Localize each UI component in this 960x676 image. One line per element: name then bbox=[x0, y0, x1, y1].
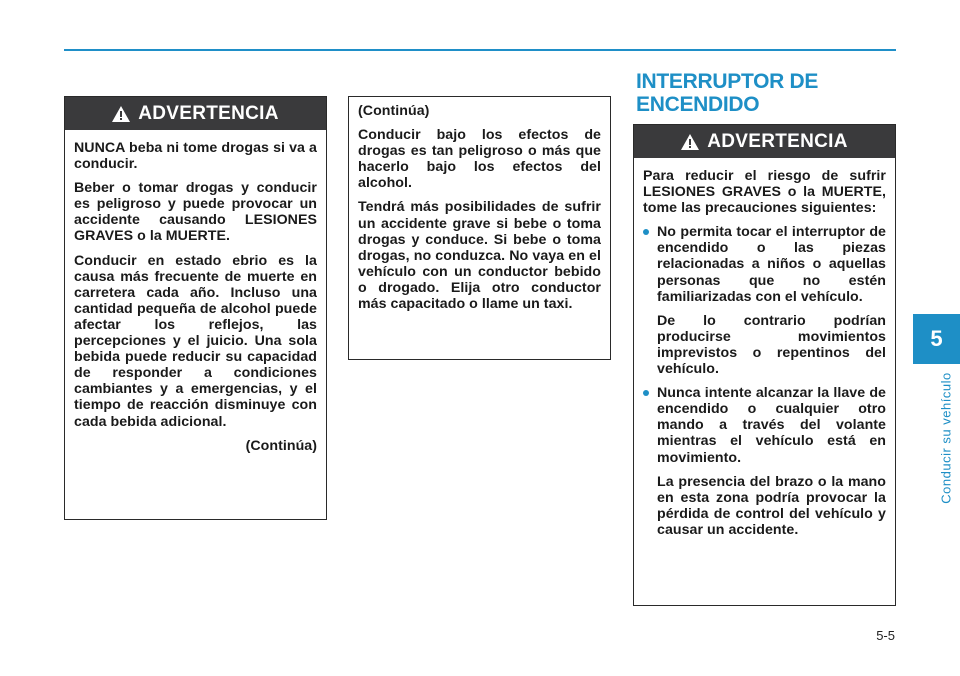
chapter-title: Conducir su vehículo bbox=[938, 372, 954, 504]
warning-paragraph: Conducir bajo los efectos de drogas es tan peligroso o más que hacerlo bajo los efectos del alcohol. bbox=[358, 127, 601, 192]
continued-label: (Continúa) bbox=[245, 437, 317, 454]
chapter-tab bbox=[913, 314, 960, 364]
warning-header-label: ADVERTENCIA bbox=[138, 102, 279, 124]
warning-header bbox=[634, 125, 895, 158]
list-item-note bbox=[643, 474, 886, 538]
chapter-number: 5 bbox=[930, 326, 943, 351]
section-title-line: ENCENDIDO bbox=[636, 93, 760, 116]
list-item-text: No permita tocar el interruptor de encendido o las piezas relacionadas a niños o aquellas personas que no estén familiarizadas con el vehículo. bbox=[657, 224, 886, 305]
warning-triangle-icon bbox=[681, 134, 699, 150]
chapter-side-label bbox=[936, 368, 956, 508]
precaution-list bbox=[643, 224, 886, 538]
section-title-line: INTERRUPTOR DE bbox=[636, 70, 819, 93]
list-item bbox=[643, 385, 886, 465]
warning-paragraph: Tendrá más posibilidades de sufrir un accidente grave si bebe o toma drogas y conduce. Si bebe o toma drogas, no conduzca. No vaya en el vehículo con un conductor bebido o drogado. Elija otro conductor más capacitado o llame un taxi. bbox=[358, 199, 601, 313]
warning-paragraph: Beber o tomar drogas y conducir es peligroso y puede provocar un accidente causando LESIONES GRAVES o la MUERTE. bbox=[74, 180, 317, 245]
bullet-dot-icon bbox=[643, 229, 649, 235]
warning-intro: Para reducir el riesgo de sufrir LESIONES GRAVES o la MUERTE, tome las precauciones siguientes: bbox=[643, 168, 886, 217]
warning-paragraph: Conducir en estado ebrio es la causa más frecuente de muerte en carretera cada año. Incluso una cantidad pequeña de alcohol puede afectar los reflejos, las percepciones y el juicio. Una sola bebida puede reducir su capacidad de responder a condiciones cambiantes y a emergencias, y el tiempo de reacción disminuye con cada bebida adicional. bbox=[74, 252, 317, 430]
list-item-text: Nunca intente alcanzar la llave de encendido o cualquier otro mando a través del volante mientras el vehículo está en movimiento. bbox=[657, 385, 886, 466]
continued-label: (Continúa) bbox=[358, 103, 430, 119]
warning-header bbox=[65, 97, 326, 130]
warning-paragraph: NUNCA beba ni tome drogas si va a conducir. bbox=[74, 140, 317, 173]
page-number: 5-5 bbox=[876, 628, 895, 643]
list-item-text: De lo contrario podrían producirse movimientos imprevistos o repentinos del vehículo. bbox=[657, 312, 886, 378]
bullet-dot-icon bbox=[643, 390, 649, 396]
list-item bbox=[643, 224, 886, 304]
list-item-note bbox=[643, 313, 886, 377]
warning-box-continued bbox=[348, 96, 611, 360]
list-item-text: La presencia del brazo o la mano en esta zona podría provocar la pérdida de control del vehículo y causar un accidente. bbox=[657, 473, 886, 538]
warning-triangle-icon bbox=[112, 106, 130, 122]
section-title bbox=[636, 70, 818, 116]
warning-box-ignition bbox=[633, 124, 896, 606]
warning-box-drugs bbox=[64, 96, 327, 520]
top-rule bbox=[64, 49, 896, 51]
warning-header-label: ADVERTENCIA bbox=[707, 130, 848, 152]
